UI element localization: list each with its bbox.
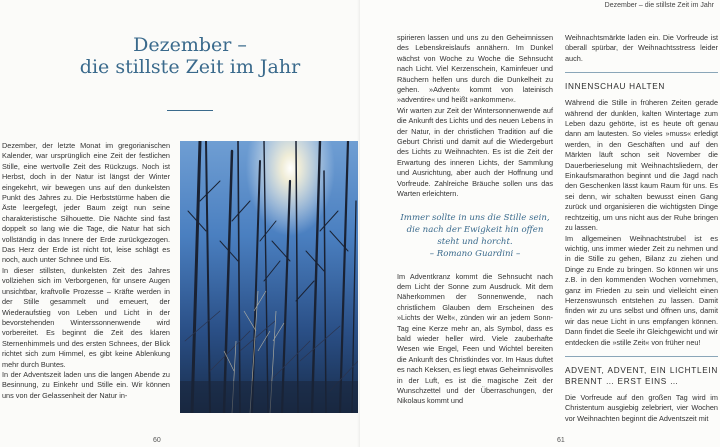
running-head: Dezember – die stillste Zeit im Jahr [604,2,714,9]
forest-illustration [180,141,358,413]
left-paragraph-1: Dezember, der letzte Monat im gregorianischen Kalender, war ursprünglich eine Zeit der festlichen Stille, eine wertvolle Zeit des Rückzugs. Noch ist Herbst, doch in der Natur ist längst der Winter eingekehrt, wir bewegen uns auf den dunkelsten Punkt des Jahres zu. Die Herbststürme haben die Äste leergefegt, jeder Baum zeigt nun seine charakteristische Silhouette. Die Nächte sind fast doppelt so lang wie die Tage, die Natur hat sich vollständig in das Innere der Erde zurückgezogen. Das Herz der Erde ist nicht tot, leise schlägt es noch, auch unter Schnee und Eis. [2,141,170,265]
left-paragraph-2: In dieser stillsten, dunkelsten Zeit des Jahres vollziehen sich im Verborgenen, für unsere Augen unsichtbar, kraftvolle Prozesse – Kräfte werden in der Stille gesammelt und erneuert, der Wiederaufstieg von Leben und Licht in der bevorstehenden Winterssonnenwende wird vorbereitet. Es beginnt die Zeit des klaren Sternenhimmels und des ersten Schnees, der Blick richtet sich zum Himmel, es gibt keine Ablenkung mehr durch Buntes. [2,265,170,369]
chapter-title-line-1: Dezember – [133,34,247,56]
chapter-title-line-2: die stillste Zeit im Jahr [79,56,301,78]
mid-paragraph-3: Im Adventkranz kommt die Sehnsucht nach dem Licht der Sonne zum Ausdruck. Mit dem Näherkommen der Sonnenwende, nach christlichem Glauben dem Erscheinen des »Lichts der Welt«, zünden wir an jedem Sonn-Tag eine Kerze mehr an, als Symbol, dass es bald wieder heller wird. Viele zauberhafte Wesen wie Engel, Feen und Wichtel bereiten die Ankunft des Christkindes vor. Im Haus duftet es nach Keksen, es liegt etwas Geheimnisvolles in der Luft, es ist die magische Zeit der Wunschzettel und der Überraschungen, der Nikolaus kommt und [397,271,553,406]
right-paragraph-2: Im allgemeinen Weihnachtstrubel ist es wichtig, uns immer wieder Zeit zu nehmen und in die Stille zu gehen, Bilanz zu ziehen und Dinge zu Ende zu bringen. So können wir uns z.B. in den kommenden Wochen vornehmen, ganz im Frieden zu sein und vielleicht einen Herzenswunsch entstehen zu lassen. Damit finden wir zu uns selbst und öffnen uns, damit wir das neue Licht in uns empfangen können. Dann findet die Seele ihr Gleichgewicht und wir entdecken die »stille Zeit« von früher neu! [565,233,718,347]
right-paragraph-3: Die Vorfreude auf den großen Tag wird im Christentum ausgiebig zelebriert, vier Wochen vor Weihnachten beginnt die Adventszeit mit [565,392,718,423]
page-number-right: 61 [557,437,565,444]
right-paragraph-1: Während die Stille in früheren Zeiten gerade während der dunklen, kalten Wintertage zum Leben dazu gehörte, ist es heute oft genau dann am lautesten. So vieles »muss« erledigt werden, in den Geschäften und auf den Märkten läuft schon seit November die Dauerberieselung mit Weihnachtsliedern, der Einkaufsmarathon beginnt und die Jagd nach den Geschenken lässt kaum Raum für uns. Es sei denn, wir schalten bewusst einen Gang zurück und organisieren die wichtigsten Dinge rechtzeitig, um uns nicht aus der Ruhe bringen zu lassen. [565,98,718,233]
pull-quote-text: Immer sollte in uns die Stille sein, die nach der Ewigkeit hin offen steht und horcht. [400,212,550,247]
left-text-column [2,141,170,401]
chapter-title [32,34,348,78]
right-text-column [565,33,718,424]
pull-quote [397,212,553,260]
pull-quote-attribution: – Romano Guardini – [429,248,521,259]
mid-paragraph-2: Wir warten zur Zeit der Wintersonnenwende auf die Ankunft des Lichts und des neuen Lebens in der Natur, in der christlichen Tradition auf die Geburt Christi und damit auf die Wiedergeburt des Lichts zu Weihnachten. Es ist die Zeit der Erwartung des inneren Lichts, der Sammlung und Ausrichtung, aber auch der Hoffnung und Vorfreude. Zahlreiche Bräuche sollen uns das Warten erleichtern. [397,105,553,199]
subhead-advent: ADVENT, ADVENT, EIN LICHTLEIN BRENNT … ERST EINS … [565,365,718,386]
title-divider [167,110,213,111]
middle-text-column [397,33,553,407]
subhead-divider-1 [565,72,718,73]
subhead-innenschau: INNENSCHAU HALTEN [565,82,666,92]
subhead-divider-2 [565,356,718,357]
left-paragraph-3: In der Adventszeit laden uns die langen Abende zu Besinnung, zu Einkehr und Stille ein. Wir können uns von der Gelassenheit der Natur in- [2,369,170,400]
right-paragraph-0: Weihnachtsmärkte laden ein. Die Vorfreude ist überall spürbar, der Weihnachtsstress leider auch. [565,33,718,63]
page-number-left: 60 [153,437,161,444]
mid-paragraph-1: spirieren lassen und uns zu den Geheimnissen des Lebenskreislaufs annähern. Im Dunkel wächst von Woche zu Woche die Sehnsucht nach Licht. Viel Kerzenschein, Kaminfeuer und Räuchern helfen uns durch die Dunkelheit zu gehen. »Advent« kommt von lateinisch »adventire« und heißt »ankommen«. [397,33,553,105]
chapter-title-block [32,34,348,111]
winter-forest-photo [180,141,358,413]
